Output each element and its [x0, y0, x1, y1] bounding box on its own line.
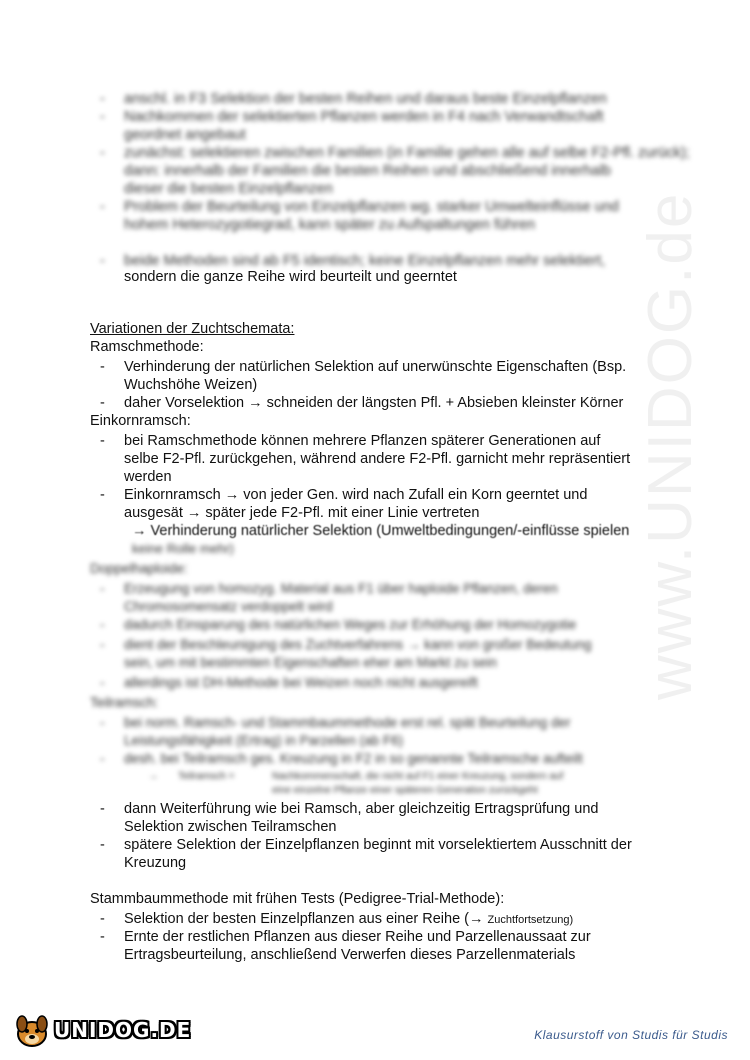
list-item-continuation: Selektion zwischen Teilramschen: [124, 819, 337, 835]
list-item-continuation: hohem Heterozygotiegrad, kann später zu Aufspaltungen führen: [124, 217, 536, 233]
footer-tagline: Klausurstoff von Studis für Studis: [534, 1028, 728, 1042]
section-heading-stammbaum: Stammbaummethode mit frühen Tests (Pedigree-Trial-Methode):: [90, 891, 505, 907]
list-item-continuation: selbe F2-Pfl. zurückgehen, während andere F2-Pfl. garnicht mehr repräsentiert: [124, 451, 631, 467]
list-item-continuation: dieser die besten Einzelpflanzen: [124, 181, 333, 197]
list-item-continuation: Ertragsbeurteilung, anschließend Verwerfen dieses Parzellenmaterials: [124, 947, 576, 963]
list-item-continuation: geordnet angebaut: [124, 127, 246, 143]
note-text: Nachkommenschaft, die nicht auf F1 einer Kreuzung, sondern auf: [272, 771, 564, 782]
subsection-title-einkorn: Einkornramsch:: [90, 413, 191, 429]
list-item-continuation: dann: innerhalb der Familien die besten Reihen und abschließend innerhalb: [124, 163, 611, 179]
section-heading: Variationen der Zuchtschemata:: [90, 321, 295, 337]
watermark: www.UNIDOG.de: [636, 191, 705, 700]
arrow-note: → Verhinderung natürlicher Selektion (Umweltbedingungen/-einflüsse spielen: [132, 523, 630, 539]
note-label: Teilramsch =: [178, 771, 235, 782]
list-item-continuation: Chromosomensatz verdoppelt wird: [124, 599, 333, 614]
subsection-title-ramsch: Ramschmethode:: [90, 339, 204, 355]
document-page: www.UNIDOG.de - anschl. in F3 Selektion der besten Reihen und daraus beste Einzelpflanzen - Nachkommen der selektierten Pflanzen werden in F4 nach Verwandtschaft geordnet angebaut - zunächst: selektieren zwischen Familien (in Familie gehen alle auf selbe F2-Pfl. zurück); dann: innerhalb der Familien die besten Reihen und abschließend innerhalb dieser die besten Einzelpflanzen - Problem der Beurteilung von Einzelpflanzen wg. starker Umwelteinflüsse und hohem Heterozygotiegrad, kann später zu Aufspaltungen führen - beide Methoden sind ab F5 identisch; keine Einzelpflanzen mehr selektiert, sondern die ganze Reihe wird beurteilt und geerntet Variationen der Zuchtschemata: Ramschmethode: - Verhinderung der natürlichen Selektion auf unerwünschte Eigenschaften (Bsp. Wuchshöhe Weizen) - daher Vorselektion → schneiden der längsten Pfl. + Absieben kleinster Körner Einkornramsch: - bei Ramschmethode können mehrere Pflanzen späterer Generationen auf selbe F2-Pfl. zurückgehen, während andere F2-Pfl. garnicht mehr repräsentiert werden - Einkornramsch → von jeder Gen. wird nach Zufall ein Korn geerntet und ausgesät → später jede F2-Pfl. mit einer Linie vertreten → Verhinderung natürlicher Selektion (Umweltbedingungen/-einflüsse spielen keine Rolle mehr) Doppelhaploide: - Erzeugung von homozyg. Material aus F1 über haploide Pflanzen, deren Chromosomensatz verdoppelt wird - dadurch Einsparung des natürlichen Weges zur Erhöhung der Homozygotie - dient der Beschleunigung des Zuchtverfahrens → kann von großer Bedeutung sein, um mit bestimmten Eigenschaften eher am Markt zu sein - allerdings ist DH-Methode bei Weizen noch nicht ausgereift Teilramsch: - bei norm. Ramsch- und Stammbaummethode erst rel. spät Beurteilung der Leistungsfähigkeit (Ertrag) in Parzellen (ab F6) - desh. bei Teilramsch ges. Kreuzung in F2 in so genannte Teilramsche aufteilt → Teilramsch = Nachkommenschaft, die nicht auf F1 einer Kreuzung, sondern auf eine einzelne Pflanze einer späteren Generation zurückgeht - dann Weiterführung wie bei Ramsch, aber gleichzeitig Ertragsprüfung und Selektion zwischen Teilramschen - spätere Selektion der Einzelpflanzen beginnt mit vorselektiertem Ausschnitt der Kreuzung Stammbaummethode mit frühen Tests (Pedigree-Trial-Methode): - Selektion der besten Einzelpflanzen aus einer Reihe (→ Zuchtfortsetzung) - Ernte der restlichen Pflanzen aus dieser Reihe und Parzellenaussaat zur Ertragsbeurteilung, anschließend Verwerfen dieses Parzellenmaterials UNIDOG.DE Klausurstoff von Studis für Studis: [0, 0, 750, 1060]
list-item-continuation: sein, um mit bestimmten Eigenschaften eher am Markt zu sein: [124, 655, 497, 670]
list-item-continuation: Leistungsfähigkeit (Ertrag) in Parzellen (ab F6): [124, 733, 404, 748]
note-arrow: →: [148, 771, 158, 782]
note-text: eine einzelne Pflanze einer späteren Generation zurückgeht: [272, 785, 538, 796]
subsection-title-teil: Teilramsch:: [90, 695, 159, 710]
list-item-continuation: Wuchshöhe Weizen): [124, 377, 258, 393]
list-item-continuation: ausgesät → später jede F2-Pfl. mit einer Linie vertreten: [124, 505, 480, 521]
subsection-title-doppel: Doppelhaploide:: [90, 561, 188, 576]
arrow-note-cont: keine Rolle mehr): [132, 541, 234, 556]
unidog-logo: [12, 1010, 192, 1050]
list-item-continuation: sondern die ganze Reihe wird beurteilt und geerntet: [124, 269, 457, 285]
dog-icon: [12, 1010, 56, 1050]
list-item-continuation: werden: [124, 469, 172, 485]
logo-text: UNIDOG.DE: [54, 1018, 192, 1042]
list-item-continuation: Kreuzung: [124, 855, 187, 871]
